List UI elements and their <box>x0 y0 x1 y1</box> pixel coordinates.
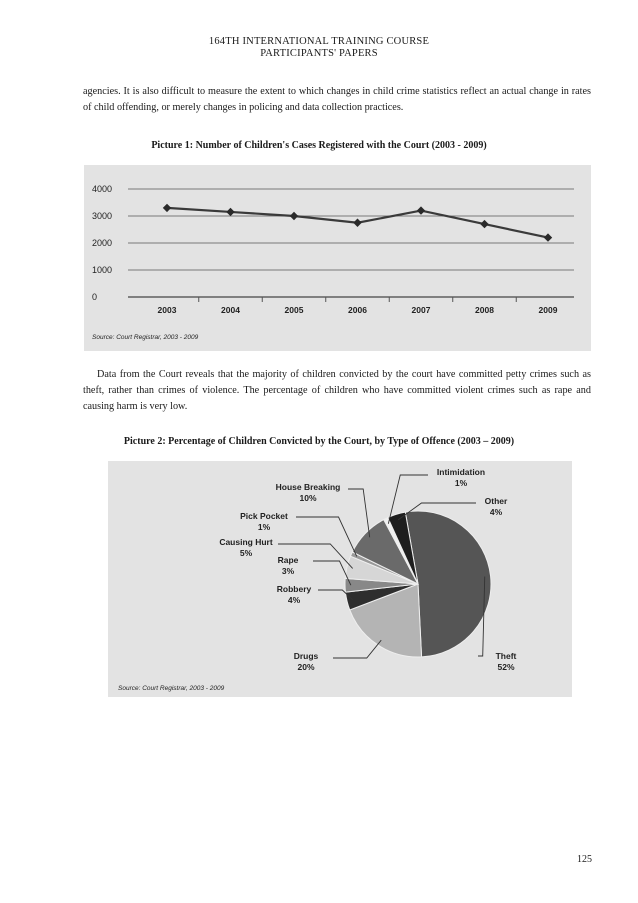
slice-label-value: 4% <box>489 507 503 517</box>
slice-label-value: 4% <box>287 595 301 605</box>
slice-label-name: Rape <box>277 555 299 565</box>
line-chart <box>84 165 591 351</box>
data-point-marker <box>226 208 234 216</box>
x-tick-label: 2009 <box>538 305 558 315</box>
picture-2-caption: Picture 2: Percentage of Children Convicted by the Court, by Type of Offence (2003 – 2009) <box>123 436 515 447</box>
x-tick-label: 2006 <box>348 305 367 315</box>
slice-label-name: Causing Hurt <box>219 537 273 547</box>
paragraph-1: agencies. It is also difficult to measure the extent to which changes in child crime statistics reflect an actual change in rates of child offending, or merely changes in policing and data collection practices. <box>83 86 591 113</box>
running-header <box>0 36 638 60</box>
slice-label-name: Drugs <box>293 651 319 661</box>
leader-line <box>348 489 370 537</box>
y-tick-label: 1000 <box>92 265 113 275</box>
slice-label-name: Theft <box>495 651 517 661</box>
slice-label-value: 5% <box>239 548 253 558</box>
slice-label-name: Pick Pocket <box>240 511 288 521</box>
slice-label-value: 52% <box>497 662 515 672</box>
slice-label-name: Intimidation <box>436 467 486 477</box>
x-tick-label: 2004 <box>221 305 240 315</box>
pie-chart <box>108 461 572 697</box>
y-tick-label: 3000 <box>92 211 113 221</box>
slice-label-value: 20% <box>297 662 315 672</box>
header-line-2: PARTICIPANTS' PAPERS <box>260 48 378 59</box>
slice-label-value: 1% <box>257 522 271 532</box>
slice-label-name: House Breaking <box>275 482 341 492</box>
x-tick-label: 2007 <box>411 305 431 315</box>
data-point-marker <box>417 206 425 214</box>
x-tick-label: 2003 <box>157 305 177 315</box>
slice-label-value: 1% <box>454 478 468 488</box>
slice-label-name: Robbery <box>276 584 312 594</box>
pie-chart-photo <box>108 461 572 697</box>
chart-source: Source: Court Registrar, 2003 - 2009 <box>92 334 199 341</box>
data-point-marker <box>353 219 361 227</box>
page-number: 125 <box>577 854 592 865</box>
leader-line <box>296 517 357 556</box>
data-point-marker <box>163 204 171 212</box>
y-tick-label: 4000 <box>92 184 113 194</box>
x-tick-label: 2008 <box>475 305 494 315</box>
data-point-marker <box>544 233 552 241</box>
slice-label-value: 10% <box>299 493 317 503</box>
x-tick-label: 2005 <box>284 305 304 315</box>
chart-source: Source: Court Registrar, 2003 - 2009 <box>118 685 225 692</box>
slice-label-name: Other <box>484 496 508 506</box>
paragraph-2: Data from the Court reveals that the majority of children convicted by the court have committed petty crimes such as theft, rather than crimes of violence. The percentage of children who have committed violent crimes such as rape and causing harm is very low. <box>83 369 591 412</box>
y-tick-label: 2000 <box>92 238 113 248</box>
data-point-marker <box>290 212 298 220</box>
picture-1-caption: Picture 1: Number of Children's Cases Registered with the Court (2003 - 2009) <box>151 140 487 151</box>
data-point-marker <box>480 220 488 228</box>
y-tick-label: 0 <box>92 292 98 302</box>
slice-label-value: 3% <box>281 566 295 576</box>
line-chart-photo <box>84 165 591 351</box>
header-line-1: 164TH INTERNATIONAL TRAINING COURSE <box>208 36 430 47</box>
